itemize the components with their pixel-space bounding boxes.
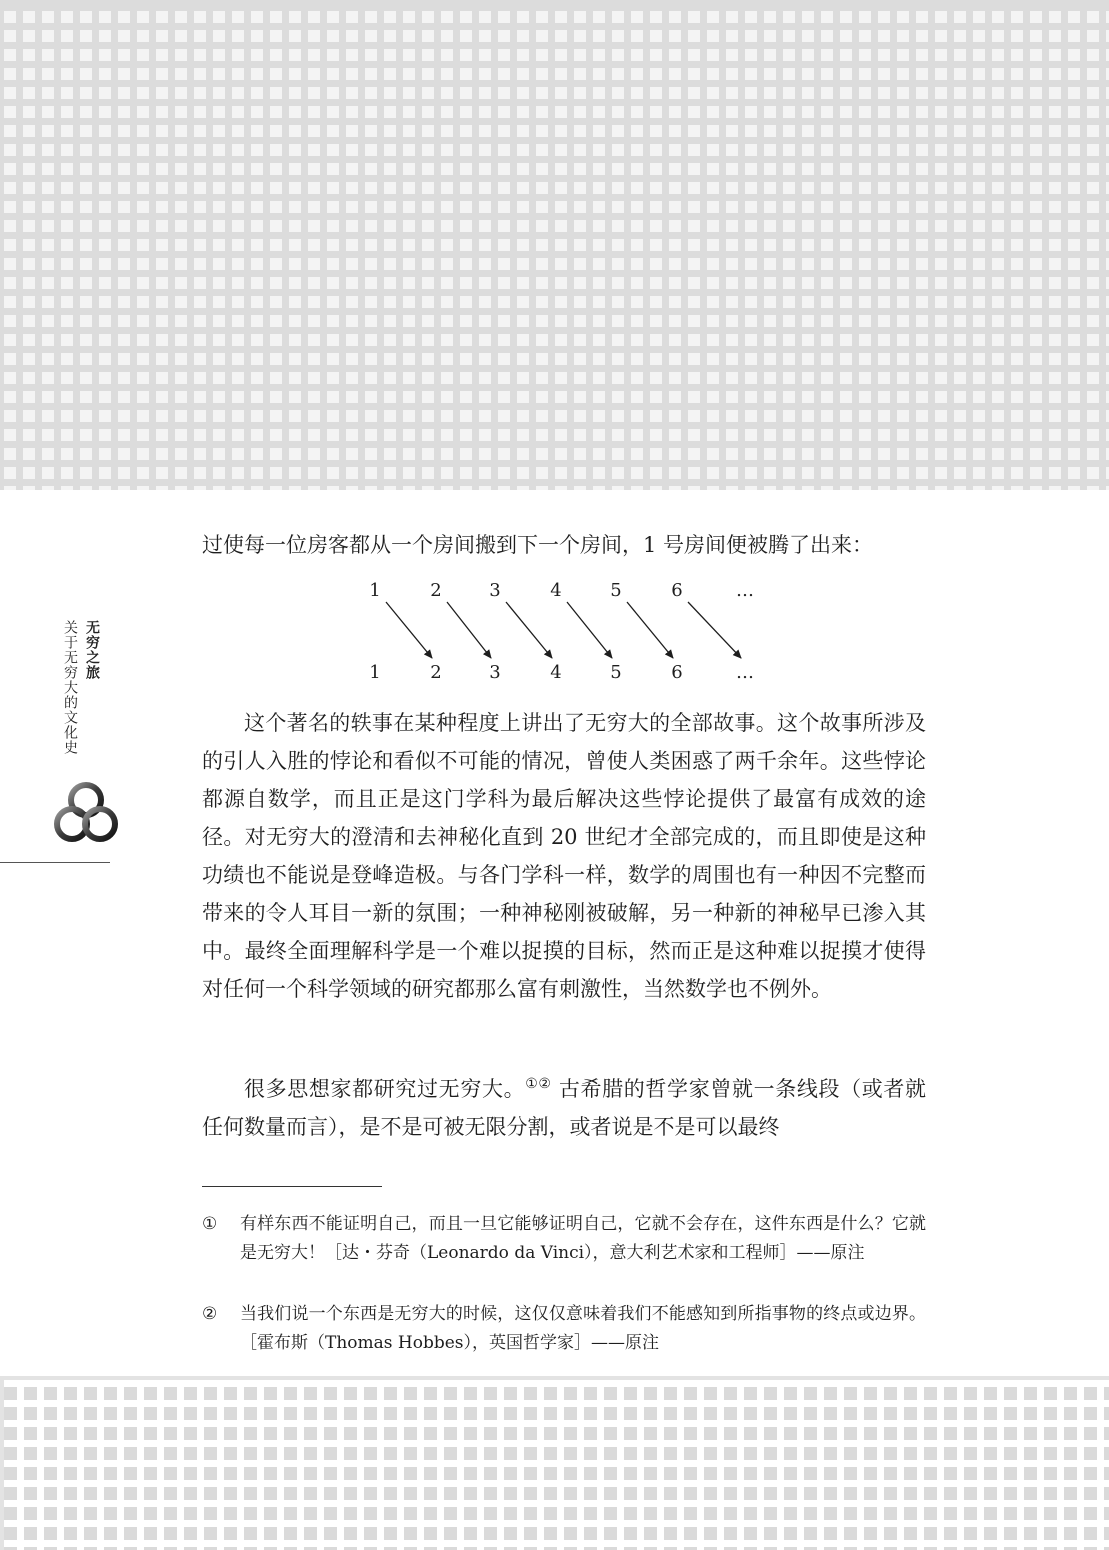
top-room-label-5: 5 (610, 580, 622, 601)
shift-arrow-3 (506, 602, 552, 658)
footnote-rule (202, 1186, 382, 1187)
footnote-marker: ② (202, 1304, 218, 1324)
footer-pattern (0, 1376, 1109, 1550)
footnote-refs[interactable]: ①② (525, 1076, 552, 1092)
paragraph-2 (202, 1070, 926, 1146)
bottom-room-label-5: 5 (610, 662, 622, 683)
footnote-2 (202, 1300, 926, 1358)
top-room-label-3: 3 (489, 580, 501, 601)
paragraph-2-start: 很多思想家都研究过无穷大。 (244, 1077, 526, 1101)
bottom-room-label-4: 4 (550, 662, 562, 683)
running-header (50, 620, 120, 870)
book-title: 无穷之旅 (84, 620, 100, 680)
shift-arrow-6 (688, 602, 741, 658)
shift-arrow-5 (627, 602, 673, 658)
top-room-label-6: 6 (671, 580, 683, 601)
shift-arrow-4 (567, 602, 612, 658)
paragraph-1: 这个著名的轶事在某种程度上讲出了无穷大的全部故事。这个故事所涉及的引人入胜的悖论和看似不可能的情况，曾使人类困惑了两千余年。这些悖论都源自数学，而且正是这门学科为最后解决这些悖论提供了最富有成效的途径。对无穷大的澄清和去神秘化直到 20 世纪才全部完成的，而且即使是这种功绩也不能说是登峰造极。与各门学科一样，数学的周围也有一种因不完整而带来的令人耳目一新的氛围；一种神秘刚被破解，另一种新的神秘早已渗入其中。最终全面理解科学是一个难以捉摸的目标，然而正是这种难以捉摸才使得对任何一个科学领域的研究都那么富有刺激性，当然数学也不例外。 (202, 711, 926, 1001)
shift-arrow-1 (386, 602, 432, 658)
footnote-marker: ① (202, 1214, 218, 1234)
series-title: 关于无穷大的文化史 (62, 620, 78, 755)
bottom-room-label-2: 2 (430, 662, 442, 683)
intro-line: 过使每一位房客都从一个房间搬到下一个房间，1 号房间便被腾了出来： (202, 533, 874, 557)
header-pattern (0, 0, 1109, 490)
paragraph-2-end: 古希腊的哲学家曾就一条线段（或者就任何数量而言），是不是可被无限分割，或者说是不是可以最终 (202, 1077, 927, 1139)
bottom-room-label-6: 6 (671, 662, 683, 683)
footnote-text: 当我们说一个东西是无穷大的时候，这仅仅意味着我们不能感知到所指事物的终点或边界。［霍布斯（Thomas Hobbes），英国哲学家］——原注 (240, 1304, 926, 1353)
shift-arrow-2 (447, 602, 491, 658)
top-room-label-1: 1 (369, 580, 381, 601)
top-room-label-4: 4 (550, 580, 562, 601)
room-shift-diagram (355, 574, 775, 690)
bottom-room-label-7: … (736, 662, 754, 683)
top-room-label-2: 2 (430, 580, 442, 601)
bottom-room-label-3: 3 (489, 662, 501, 683)
top-room-label-7: … (736, 580, 754, 601)
footnote-1 (202, 1210, 926, 1268)
side-rule (0, 862, 110, 863)
footnote-text: 有样东西不能证明自己，而且一旦它能够证明自己，它就不会存在，这件东西是什么？它就是无穷大！［达・芬奇（Leonardo da Vinci），意大利艺术家和工程师］——原注 (240, 1214, 926, 1263)
trefoil-knot-logo (50, 778, 122, 850)
bottom-room-label-1: 1 (369, 662, 381, 683)
